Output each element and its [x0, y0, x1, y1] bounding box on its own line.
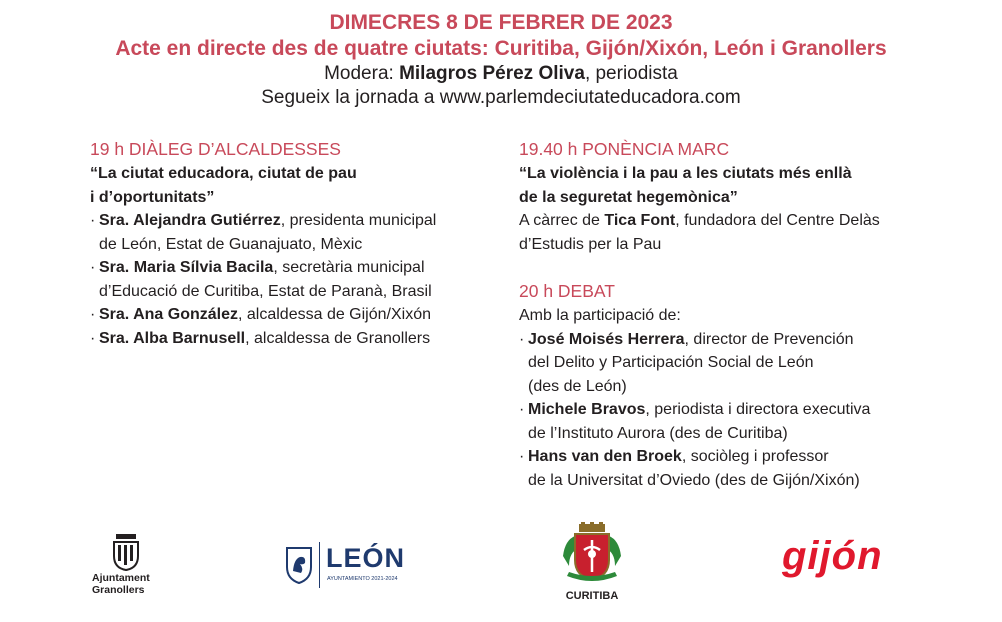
- speaker-role: , secretària municipal: [273, 259, 425, 276]
- logos-row: [0, 520, 1002, 620]
- bullet: ·: [90, 329, 96, 347]
- list-item: [90, 256, 490, 280]
- speaker-role: , periodista i directora executiva: [645, 401, 871, 418]
- list-item: [90, 327, 490, 351]
- speaker-role-cont: de León, Estat de Guanajuato, Mèxic: [99, 235, 363, 253]
- speaker-name: Michele Bravos: [528, 401, 646, 418]
- speaker-role: , presidenta municipal: [280, 212, 437, 229]
- speaker-role-cont: de l’Instituto Aurora (des de Curitiba): [528, 424, 788, 442]
- list-item-cont: [519, 422, 939, 446]
- curitiba-logo: [552, 522, 632, 602]
- bullet: ·: [519, 330, 525, 348]
- quote-dialeg: [90, 162, 490, 209]
- list-item-cont: [519, 351, 939, 375]
- speaker-name: Tica Font: [604, 212, 676, 229]
- quote-line: “La violència i la pau a les ciutats més enllà: [519, 165, 852, 182]
- leon-wordmark: LEÓN: [326, 543, 406, 573]
- speaker-role-cont: (des de León): [528, 377, 627, 395]
- list-item: [519, 445, 939, 469]
- list-item: [90, 303, 490, 327]
- moderator-role: , periodista: [584, 63, 678, 84]
- list-item-cont: [90, 233, 490, 257]
- moderator-line: [0, 62, 1002, 86]
- moderator-prefix: Modera:: [324, 63, 400, 84]
- list-item: [519, 398, 939, 422]
- speaker-line: [519, 209, 939, 233]
- speaker-role-cont: d’Estudis per la Pau: [519, 235, 662, 253]
- speaker-name: Sra. Ana González: [99, 306, 238, 323]
- bullet: ·: [90, 212, 96, 229]
- speaker-prefix: A càrrec de: [519, 212, 605, 229]
- leon-sub: AYUNTAMIENTO 2021-2024: [327, 576, 398, 582]
- bullet: ·: [519, 401, 525, 418]
- speaker-name: José Moisés Herrera: [528, 330, 685, 348]
- gijon-logo: gijón: [782, 534, 883, 578]
- list-item-cont: [90, 280, 490, 304]
- speaker-role-cont: del Delito y Participación Social de León: [528, 354, 814, 371]
- granollers-line: Granollers: [92, 584, 145, 596]
- list-item: [90, 209, 490, 233]
- leon-logo: [284, 542, 414, 592]
- leon-divider: [319, 542, 320, 588]
- section-title-debat: 20 h DEBAT: [519, 281, 615, 301]
- bullet: ·: [90, 306, 96, 323]
- follow-line: Segueix la jornada a www.parlemdeciutateducadora.com: [261, 87, 741, 108]
- speaker-name: Hans van den Broek: [528, 448, 682, 465]
- quote-line: i d’oportunitats”: [90, 188, 215, 206]
- moderator-name: Milagros Pérez Oliva: [399, 63, 585, 84]
- speaker-role-cont: de la Universitat d’Oviedo (des de Gijón/Xixón): [528, 471, 860, 489]
- list-item-cont: [519, 469, 939, 493]
- header: [0, 10, 1002, 110]
- granollers-shield-icon: [106, 532, 146, 572]
- quote-ponencia: [519, 162, 939, 209]
- speaker-name: Sra. Alejandra Gutiérrez: [99, 212, 281, 229]
- curitiba-label: CURITIBA: [565, 590, 619, 602]
- bullet: ·: [519, 448, 525, 465]
- speaker-role: , alcaldessa de Gijón/Xixón: [238, 306, 431, 323]
- event-date: DIMECRES 8 DE FEBRER DE 2023: [329, 11, 673, 34]
- left-column: [90, 137, 490, 350]
- spacer: [519, 256, 939, 279]
- speaker-role: , alcaldessa de Granollers: [245, 329, 431, 347]
- curitiba-crest-icon: [557, 522, 627, 588]
- bullet: ·: [90, 259, 96, 276]
- leon-shield-icon: [284, 545, 314, 585]
- list-item: [519, 328, 939, 352]
- speaker-role: , sociòleg i professor: [681, 448, 829, 465]
- list-item-cont: [519, 375, 939, 399]
- granollers-line: Ajuntament: [92, 572, 150, 584]
- granollers-logo: [92, 532, 162, 596]
- speaker-role: , fundadora del Centre Delàs: [675, 212, 880, 229]
- event-subtitle: Acte en directe des de quatre ciutats: Curitiba, Gijón/Xixón, León i Granollers: [115, 37, 887, 60]
- section-title-dialeg: 19 h DIÀLEG D’ALCALDESSES: [90, 139, 341, 159]
- speaker-role-cont: d’Educació de Curitiba, Estat de Paranà, Brasil: [99, 282, 432, 300]
- speaker-name: Sra. Alba Barnusell: [99, 329, 246, 347]
- right-column: [519, 137, 939, 492]
- quote-line: de la seguretat hegemònica”: [519, 188, 738, 206]
- debate-intro: Amb la participació de:: [519, 307, 681, 324]
- speaker-name: Sra. Maria Sílvia Bacila: [99, 259, 274, 276]
- quote-line: “La ciutat educadora, ciutat de pau: [90, 165, 357, 182]
- section-title-ponencia: 19.40 h PONÈNCIA MARC: [519, 139, 730, 159]
- granollers-label: [92, 572, 162, 596]
- speaker-role: , director de Prevención: [684, 330, 854, 348]
